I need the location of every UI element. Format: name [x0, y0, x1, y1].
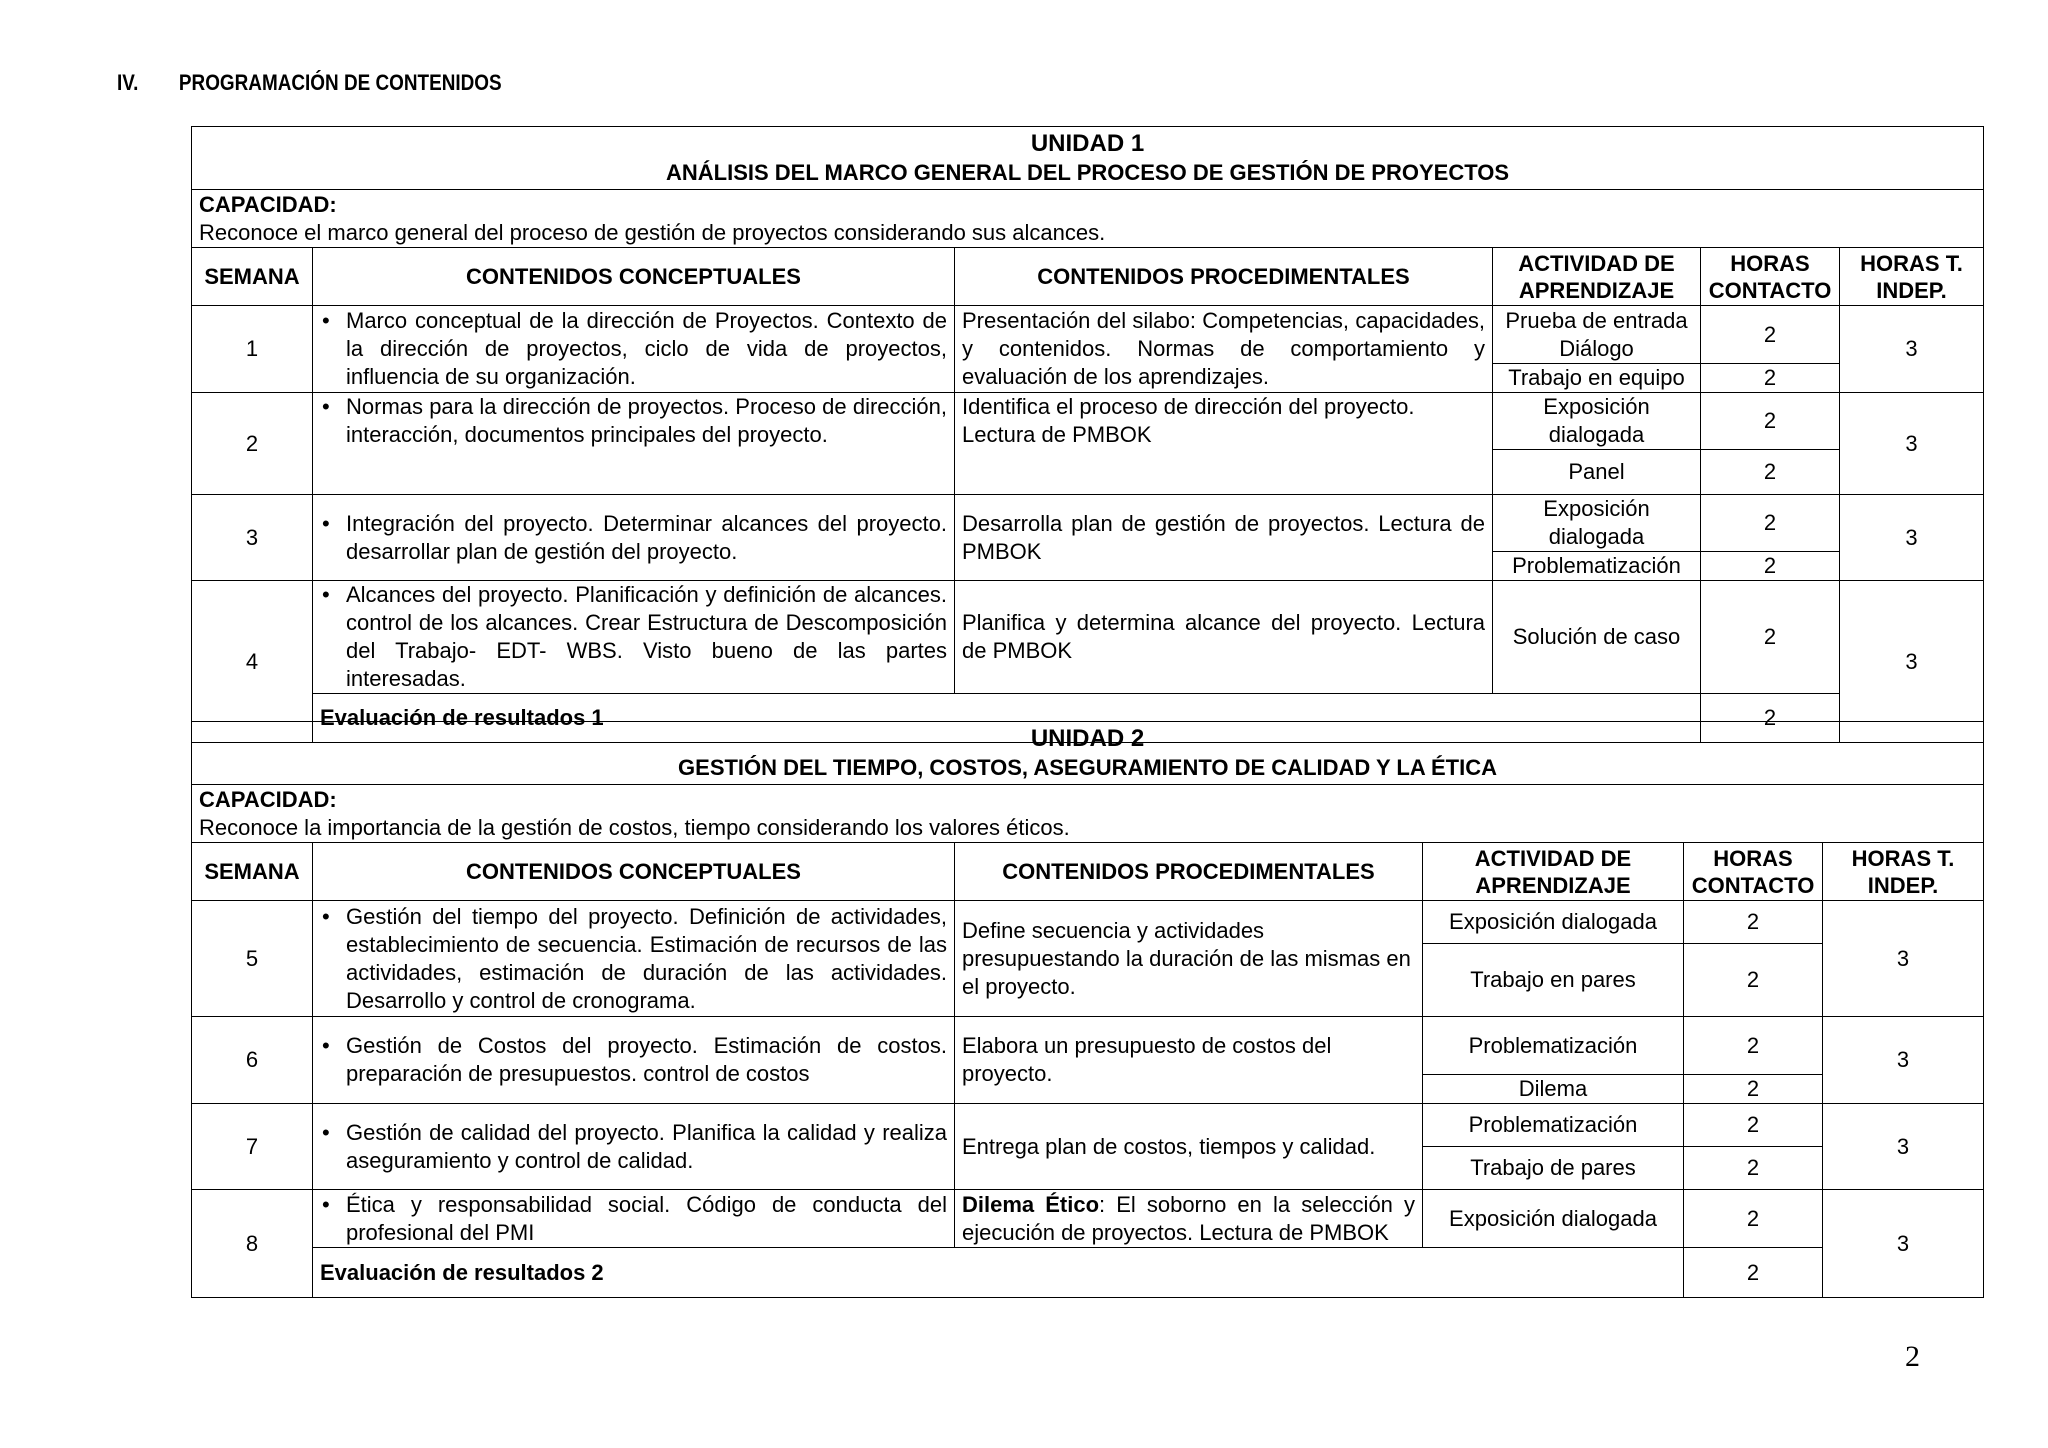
week-number: 8	[192, 1190, 313, 1298]
conceptual-text: • Ética y responsabilidad social. Código de conducta del profesional del PMI	[320, 1191, 947, 1247]
table-row	[192, 901, 1984, 944]
contact-hours: 2	[1684, 901, 1823, 944]
capacity-text: Reconoce la importancia de la gestión de costos, tiempo considerando los valores éticos.	[199, 814, 1070, 840]
evaluation-row	[192, 1248, 1984, 1298]
table-row	[192, 1190, 1984, 1248]
header-week: SEMANA	[192, 248, 313, 306]
conceptual-text: • Gestión del tiempo del proyecto. Definición de actividades, establecimiento de secuencia. Estimación de recursos de las actividades, estimación de duración de las actividades. Desarrollo y control de cronograma.	[320, 903, 947, 1015]
indep-hours: 3	[1840, 495, 1984, 581]
section-title: PROGRAMACIÓN DE CONTENIDOS	[178, 70, 502, 95]
conceptual-text: • Alcances del proyecto. Planificación y definición de alcances. control de los alcances. Crear Estructura de Descomposición del Trabajo- EDT- WBS. Visto bueno de las partes interesadas.	[320, 581, 947, 693]
header-indep-hours: HORAS T. INDEP.	[1840, 248, 1984, 306]
activity-name: Prueba de entrada Diálogo	[1493, 306, 1701, 364]
conceptual-cell	[313, 1104, 955, 1190]
indep-hours: 3	[1823, 901, 1984, 1017]
conceptual-cell	[313, 901, 955, 1017]
conceptual-cell	[313, 1190, 955, 1248]
header-activity: ACTIVIDAD DE APRENDIZAJE	[1493, 248, 1701, 306]
procedural-text: Define secuencia y actividades presupuestando la duración de las mismas en el proyecto.	[955, 901, 1423, 1017]
unit-label: UNIDAD 2	[1030, 725, 1145, 752]
unit-subtitle: GESTIÓN DEL TIEMPO, COSTOS, ASEGURAMIENTO DE CALIDAD Y LA ÉTICA	[678, 755, 1498, 780]
conceptual-text: • Gestión de calidad del proyecto. Planifica la calidad y realiza aseguramiento y control de calidad.	[320, 1119, 947, 1175]
activity-name: Exposición dialogada	[1423, 901, 1684, 944]
procedural-text: Desarrolla plan de gestión de proyectos. Lectura de PMBOK	[955, 495, 1493, 581]
section-number: IV.	[117, 70, 139, 95]
unit-header-row	[192, 127, 1984, 190]
procedural-cell	[955, 1190, 1423, 1248]
evaluation-hours: 2	[1684, 1248, 1823, 1298]
unit-subtitle: ANÁLISIS DEL MARCO GENERAL DEL PROCESO DE GESTIÓN DE PROYECTOS	[665, 160, 1510, 185]
header-indep-hours: HORAS T. INDEP.	[1823, 843, 1984, 901]
contact-hours: 2	[1701, 393, 1840, 450]
header-contact-hours: HORAS CONTACTO	[1684, 843, 1823, 901]
activity-name: Problematización	[1423, 1104, 1684, 1147]
capacity-cell	[192, 785, 1984, 843]
procedural-text: Elabora un presupuesto de costos del proyecto.	[955, 1017, 1423, 1104]
contact-hours: 2	[1684, 1190, 1823, 1248]
activity-name: Exposición dialogada	[1493, 393, 1701, 450]
week-number: 7	[192, 1104, 313, 1190]
evaluation-hours: 2	[1701, 694, 1840, 743]
activity-name: Exposición dialogada	[1493, 495, 1701, 552]
procedural-bold-term: Dilema Ético	[962, 1191, 1100, 1217]
conceptual-cell	[313, 306, 955, 393]
activity-name: Exposición dialogada	[1423, 1190, 1684, 1248]
week-number: 1	[192, 306, 313, 393]
activity-name: Problematización	[1423, 1017, 1684, 1075]
week-number: 2	[192, 393, 313, 495]
indep-hours: 3	[1823, 1017, 1984, 1104]
procedural-text: Identifica el proceso de dirección del proyecto. Lectura de PMBOK	[955, 393, 1493, 495]
header-contact-hours: HORAS CONTACTO	[1701, 248, 1840, 306]
contact-hours: 2	[1701, 450, 1840, 495]
week-number: 3	[192, 495, 313, 581]
table-row	[192, 581, 1984, 694]
conceptual-cell	[313, 393, 955, 495]
week-number: 5	[192, 901, 313, 1017]
unit-header-row	[192, 722, 1984, 785]
activity-name: Problematización	[1493, 552, 1701, 581]
conceptual-text: • Gestión de Costos del proyecto. Estimación de costos. preparación de presupuestos. control de costos	[320, 1032, 947, 1088]
procedural-text: Presentación del silabo: Competencias, capacidades, y contenidos. Normas de comportamiento y evaluación de los aprendizajes.	[955, 306, 1493, 393]
conceptual-cell	[313, 1017, 955, 1104]
indep-hours: 3	[1840, 306, 1984, 393]
contact-hours: 2	[1701, 306, 1840, 364]
table-row	[192, 1017, 1984, 1075]
table-row	[192, 1104, 1984, 1147]
procedural-text: Entrega plan de costos, tiempos y calidad.	[955, 1104, 1423, 1190]
page-number: 2	[1905, 1340, 1920, 1373]
header-conceptual: CONTENIDOS CONCEPTUALES	[313, 843, 955, 901]
procedural-text: Planifica y determina alcance del proyecto. Lectura de PMBOK	[955, 581, 1493, 694]
conceptual-text: • Integración del proyecto. Determinar alcances del proyecto. desarrollar plan de gestión del proyecto.	[320, 510, 947, 566]
column-header-row	[192, 248, 1984, 306]
conceptual-text: • Marco conceptual de la dirección de Proyectos. Contexto de la dirección de proyectos, ciclo de vida de proyectos, influencia de su organización.	[320, 307, 947, 391]
table-row	[192, 495, 1984, 552]
contact-hours: 2	[1701, 552, 1840, 581]
week-number: 6	[192, 1017, 313, 1104]
unit-title-cell	[192, 127, 1984, 190]
indep-hours: 3	[1840, 393, 1984, 495]
indep-hours: 3	[1823, 1190, 1984, 1298]
week-number: 4	[192, 581, 313, 743]
unit-2-table	[191, 721, 1984, 1298]
activity-name: Solución de caso	[1493, 581, 1701, 694]
unit-title-cell	[192, 722, 1984, 785]
capacity-label: CAPACIDAD:	[199, 786, 337, 812]
contact-hours: 2	[1684, 944, 1823, 1017]
contact-hours: 2	[1684, 1147, 1823, 1190]
conceptual-text: • Normas para la dirección de proyectos. Proceso de dirección, interacción, documentos principales del proyecto.	[320, 393, 947, 449]
indep-hours: 3	[1840, 581, 1984, 743]
table-row	[192, 306, 1984, 364]
capacity-row	[192, 785, 1984, 843]
activity-name: Panel	[1493, 450, 1701, 495]
header-conceptual: CONTENIDOS CONCEPTUALES	[313, 248, 955, 306]
activity-name: Trabajo en equipo	[1493, 364, 1701, 393]
unit-label: UNIDAD 1	[1030, 130, 1145, 157]
activity-name: Dilema	[1423, 1075, 1684, 1104]
capacity-row	[192, 190, 1984, 248]
contact-hours: 2	[1701, 364, 1840, 393]
capacity-text: Reconoce el marco general del proceso de gestión de proyectos considerando sus alcances.	[199, 219, 1106, 245]
evaluation-label: Evaluación de resultados 2	[313, 1248, 1684, 1298]
activity-name: Trabajo en pares	[1423, 944, 1684, 1017]
contact-hours: 2	[1684, 1017, 1823, 1075]
contact-hours: 2	[1701, 495, 1840, 552]
contact-hours: 2	[1684, 1104, 1823, 1147]
header-procedural: CONTENIDOS PROCEDIMENTALES	[955, 248, 1493, 306]
conceptual-cell	[313, 495, 955, 581]
evaluation-label: Evaluación de resultados 1	[313, 694, 1701, 743]
conceptual-cell	[313, 581, 955, 694]
header-week: SEMANA	[192, 843, 313, 901]
contact-hours: 2	[1701, 581, 1840, 694]
section-heading	[117, 70, 502, 96]
unit-1-table	[191, 126, 1984, 743]
capacity-label: CAPACIDAD:	[199, 191, 337, 217]
header-procedural: CONTENIDOS PROCEDIMENTALES	[955, 843, 1423, 901]
header-activity: ACTIVIDAD DE APRENDIZAJE	[1423, 843, 1684, 901]
table-row	[192, 393, 1984, 450]
contact-hours: 2	[1684, 1075, 1823, 1104]
capacity-cell	[192, 190, 1984, 248]
procedural-text: : El soborno en la selección y ejecución de proyectos. Lectura de PMBOK	[962, 1191, 1415, 1245]
activity-name: Trabajo de pares	[1423, 1147, 1684, 1190]
column-header-row	[192, 843, 1984, 901]
indep-hours: 3	[1823, 1104, 1984, 1190]
